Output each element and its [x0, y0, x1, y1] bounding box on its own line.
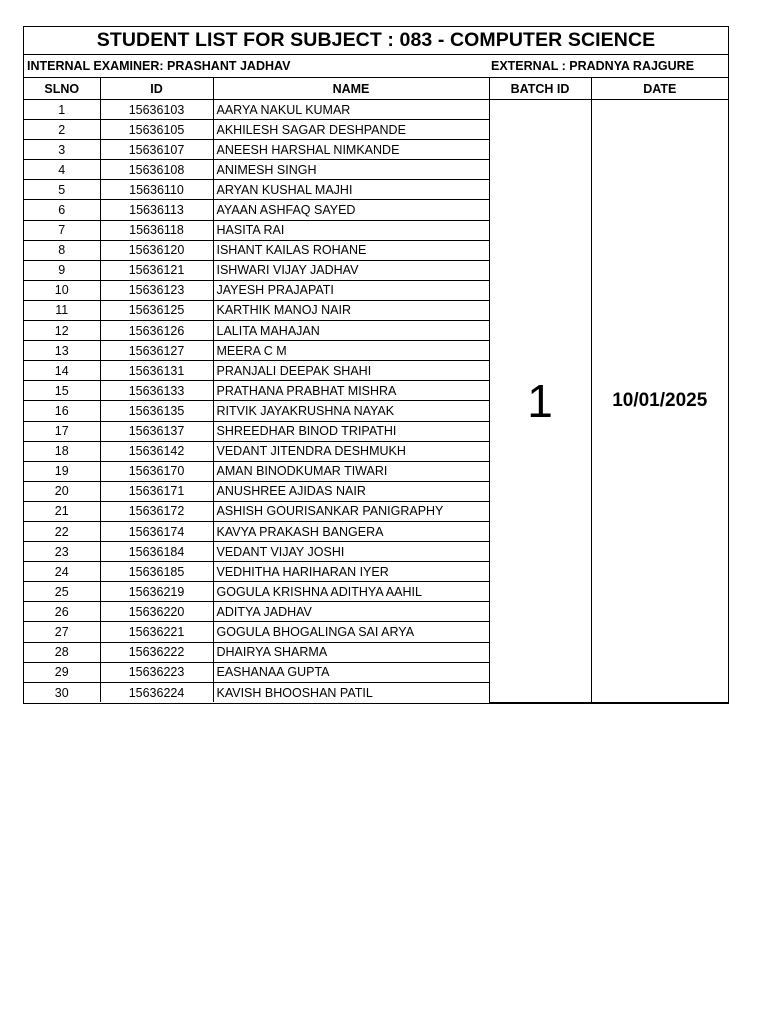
- cell-slno: 21: [24, 501, 100, 521]
- cell-slno: 26: [24, 602, 100, 622]
- cell-id: 15636113: [100, 200, 213, 220]
- cell-slno: 24: [24, 562, 100, 582]
- cell-slno: 27: [24, 622, 100, 642]
- cell-id: 15636184: [100, 542, 213, 562]
- cell-id: 15636171: [100, 481, 213, 501]
- cell-id: 15636125: [100, 300, 213, 320]
- cell-slno: 22: [24, 521, 100, 541]
- cell-id: 15636221: [100, 622, 213, 642]
- cell-name: ARYAN KUSHAL MAJHI: [213, 180, 489, 200]
- cell-slno: 16: [24, 401, 100, 421]
- cell-slno: 12: [24, 321, 100, 341]
- cell-id: 15636224: [100, 682, 213, 702]
- cell-name: AMAN BINODKUMAR TIWARI: [213, 461, 489, 481]
- cell-slno: 28: [24, 642, 100, 662]
- cell-id: 15636103: [100, 100, 213, 120]
- cell-id: 15636170: [100, 461, 213, 481]
- cell-id: 15636107: [100, 140, 213, 160]
- cell-slno: 29: [24, 662, 100, 682]
- cell-slno: 6: [24, 200, 100, 220]
- cell-slno: 4: [24, 160, 100, 180]
- cell-slno: 23: [24, 542, 100, 562]
- cell-name: ANIMESH SINGH: [213, 160, 489, 180]
- cell-slno: 11: [24, 300, 100, 320]
- cell-id: 15636120: [100, 240, 213, 260]
- cell-name: VEDANT JITENDRA DESHMUKH: [213, 441, 489, 461]
- cell-name: VEDHITHA HARIHARAN IYER: [213, 562, 489, 582]
- cell-name: ADITYA JADHAV: [213, 602, 489, 622]
- cell-name: JAYESH PRAJAPATI: [213, 280, 489, 300]
- cell-slno: 3: [24, 140, 100, 160]
- cell-name: GOGULA BHOGALINGA SAI ARYA: [213, 622, 489, 642]
- batch-id-value: 1: [489, 100, 591, 703]
- cell-name: RITVIK JAYAKRUSHNA NAYAK: [213, 401, 489, 421]
- cell-name: PRATHANA PRABHAT MISHRA: [213, 381, 489, 401]
- header-name: NAME: [213, 78, 489, 100]
- table-header-row: [24, 78, 728, 100]
- cell-name: HASITA RAI: [213, 220, 489, 240]
- cell-name: ANEESH HARSHAL NIMKANDE: [213, 140, 489, 160]
- cell-slno: 8: [24, 240, 100, 260]
- cell-id: 15636123: [100, 280, 213, 300]
- cell-id: 15636108: [100, 160, 213, 180]
- cell-name: ISHANT KAILAS ROHANE: [213, 240, 489, 260]
- cell-slno: 14: [24, 361, 100, 381]
- table-row: [24, 100, 728, 120]
- cell-id: 15636137: [100, 421, 213, 441]
- cell-id: 15636142: [100, 441, 213, 461]
- cell-slno: 18: [24, 441, 100, 461]
- cell-id: 15636174: [100, 521, 213, 541]
- cell-name: AYAAN ASHFAQ SAYED: [213, 200, 489, 220]
- cell-name: ISHWARI VIJAY JADHAV: [213, 260, 489, 280]
- cell-id: 15636121: [100, 260, 213, 280]
- cell-id: 15636185: [100, 562, 213, 582]
- cell-slno: 7: [24, 220, 100, 240]
- cell-id: 15636135: [100, 401, 213, 421]
- cell-id: 15636222: [100, 642, 213, 662]
- cell-name: GOGULA KRISHNA ADITHYA AAHIL: [213, 582, 489, 602]
- cell-name: KAVISH BHOOSHAN PATIL: [213, 682, 489, 702]
- cell-name: KAVYA PRAKASH BANGERA: [213, 521, 489, 541]
- cell-slno: 30: [24, 682, 100, 702]
- cell-name: AKHILESH SAGAR DESHPANDE: [213, 120, 489, 140]
- cell-name: LALITA MAHAJAN: [213, 321, 489, 341]
- cell-name: MEERA C M: [213, 341, 489, 361]
- cell-name: PRANJALI DEEPAK SHAHI: [213, 361, 489, 381]
- cell-id: 15636223: [100, 662, 213, 682]
- cell-slno: 19: [24, 461, 100, 481]
- header-id: ID: [100, 78, 213, 100]
- cell-slno: 13: [24, 341, 100, 361]
- cell-id: 15636219: [100, 582, 213, 602]
- cell-slno: 17: [24, 421, 100, 441]
- cell-name: KARTHIK MANOJ NAIR: [213, 300, 489, 320]
- cell-name: DHAIRYA SHARMA: [213, 642, 489, 662]
- cell-name: ANUSHREE AJIDAS NAIR: [213, 481, 489, 501]
- table-body: [24, 100, 728, 703]
- cell-slno: 2: [24, 120, 100, 140]
- date-value: 10/01/2025: [591, 100, 728, 703]
- cell-id: 15636133: [100, 381, 213, 401]
- cell-slno: 1: [24, 100, 100, 120]
- cell-id: 15636105: [100, 120, 213, 140]
- header-date: DATE: [591, 78, 728, 100]
- cell-slno: 15: [24, 381, 100, 401]
- student-list-sheet: [23, 26, 729, 704]
- cell-slno: 9: [24, 260, 100, 280]
- header-batch-id: BATCH ID: [489, 78, 591, 100]
- cell-slno: 10: [24, 280, 100, 300]
- cell-id: 15636220: [100, 602, 213, 622]
- cell-id: 15636126: [100, 321, 213, 341]
- cell-id: 15636131: [100, 361, 213, 381]
- cell-slno: 20: [24, 481, 100, 501]
- internal-examiner: INTERNAL EXAMINER: PRASHANT JADHAV: [27, 59, 291, 73]
- cell-id: 15636118: [100, 220, 213, 240]
- cell-name: AARYA NAKUL KUMAR: [213, 100, 489, 120]
- cell-name: SHREEDHAR BINOD TRIPATHI: [213, 421, 489, 441]
- external-examiner: EXTERNAL : PRADNYA RAJGURE: [491, 59, 695, 73]
- cell-id: 15636127: [100, 341, 213, 361]
- cell-id: 15636172: [100, 501, 213, 521]
- student-table: [24, 78, 728, 703]
- cell-name: ASHISH GOURISANKAR PANIGRAPHY: [213, 501, 489, 521]
- cell-slno: 25: [24, 582, 100, 602]
- cell-name: EASHANAA GUPTA: [213, 662, 489, 682]
- page-title: STUDENT LIST FOR SUBJECT : 083 - COMPUTER SCIENCE: [24, 27, 728, 55]
- cell-slno: 5: [24, 180, 100, 200]
- cell-id: 15636110: [100, 180, 213, 200]
- cell-name: VEDANT VIJAY JOSHI: [213, 542, 489, 562]
- examiner-row: [24, 55, 728, 78]
- header-slno: SLNO: [24, 78, 100, 100]
